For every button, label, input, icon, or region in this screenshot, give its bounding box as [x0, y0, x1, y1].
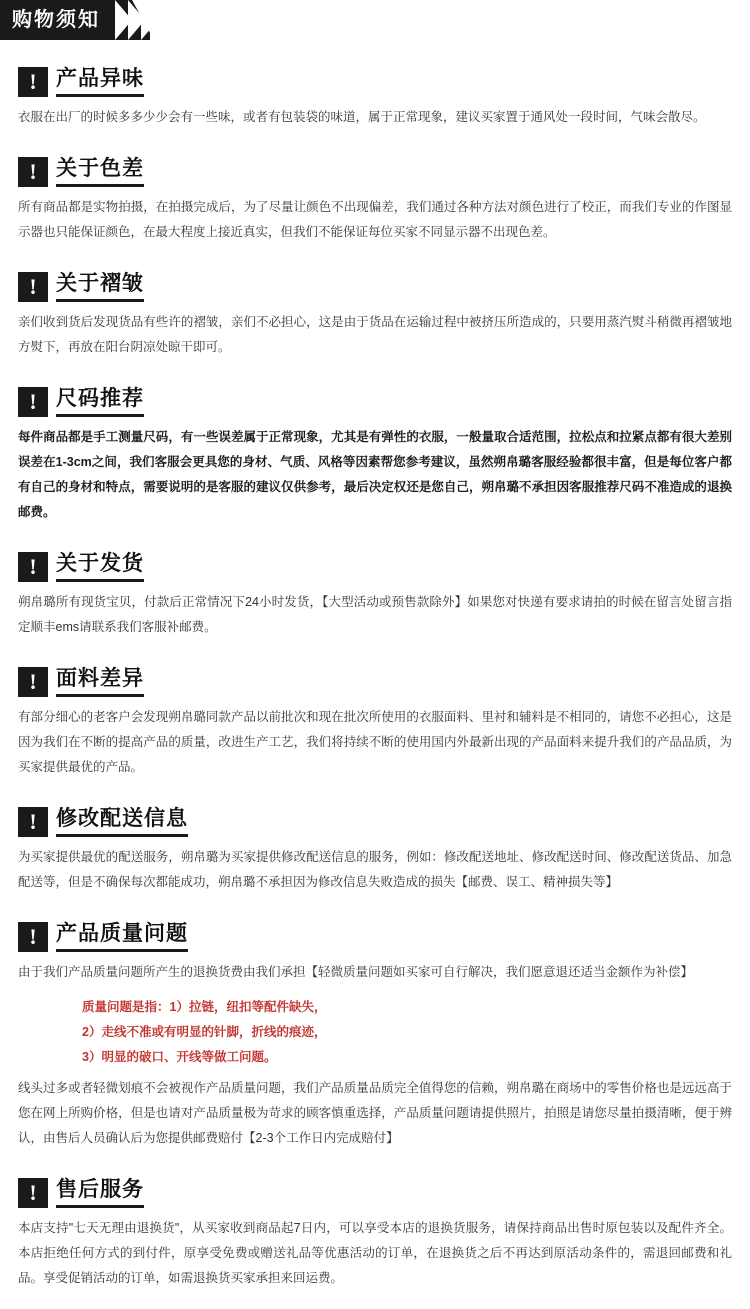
list-item-text: 明显的破口、开线等做工问题。 [101, 1050, 277, 1064]
section-fabric-difference [0, 666, 750, 780]
section-title: 尺码推荐 [56, 386, 144, 417]
section-wrinkles [0, 271, 750, 360]
section-product-odor [0, 66, 750, 130]
list-item-number: 1） [169, 1000, 189, 1014]
paragraph: 衣服在出厂的时候多多少少会有一些味，或者有包装袋的味道，属于正常现象，建议买家置于通风处一段时间，气味会散尽。 [18, 110, 706, 124]
paragraph: 线头过多或者轻微划痕不会被视作产品质量问题，我们产品质量品质完全值得您的信赖，朔帛璐在商场中的零售价格也是远远高于您在网上所购价格，但是也请对产品质量极为苛求的顾客慎重选择，产品质量问题请提供照片，拍照是请您尽量拍摄清晰，便于辨认，由售后人员确认后为您提供邮费赔付【2-3个工作日内完成赔付】 [18, 1081, 732, 1145]
banner-white-fill [150, 0, 750, 40]
section-body [18, 425, 732, 525]
section-body [18, 960, 732, 985]
page-title: 购物须知 [12, 9, 100, 31]
triple-chevron-right-icon [115, 0, 175, 40]
page-header-banner [0, 0, 750, 40]
quality-issue-list [18, 995, 732, 1070]
section-title: 产品异味 [56, 66, 144, 97]
section-body [18, 195, 732, 245]
section-shipping [0, 551, 750, 640]
section-body [18, 310, 732, 360]
section-heading [18, 806, 732, 837]
paragraph: 有部分细心的老客户会发现朔帛璐同款产品以前批次和现在批次所使用的衣服面料、里衬和辅料是不相同的，请您不必担心，这是因为我们在不断的提高产品的质量，改进生产工艺，我们将持续不断的使用国内外最新出现的产品面料来提升我们的产品品质，为买家提供最优的产品。 [18, 710, 732, 774]
section-body [18, 590, 732, 640]
list-item [18, 1020, 732, 1045]
section-title: 关于发货 [56, 551, 144, 582]
list-item-text: 拉链，纽扣等配件缺失， [188, 1000, 327, 1014]
paragraph: 所有商品都是实物拍摄，在拍摄完成后，为了尽量让颜色不出现偏差，我们通过各种方法对颜色进行了校正，而我们专业的作图显示器也只能保证颜色，在最大程度上接近真实，但我们不能保证每位买家不同显示器不出现色差。 [18, 200, 732, 239]
section-after-sales [0, 1177, 750, 1291]
exclamation-icon: ! [18, 67, 48, 97]
exclamation-icon: ! [18, 272, 48, 302]
section-heading [18, 386, 732, 417]
section-body [18, 105, 732, 130]
section-heading [18, 1177, 732, 1208]
section-heading [18, 271, 732, 302]
section-body [18, 1216, 732, 1291]
section-size-recommendation [0, 386, 750, 525]
section-title: 面料差异 [56, 666, 144, 697]
paragraph: 本店支持"七天无理由退换货"，从买家收到商品起7日内，可以享受本店的退换货服务，请保持商品出售时原包装以及配件齐全。本店拒绝任何方式的到付件，原享受免费或赠送礼品等优惠活动的订单，在退换货之后不再达到原活动条件的，需退回邮费和礼品。享受促销活动的订单，如需退换货买家承担来回运费。 [18, 1221, 732, 1285]
list-item [18, 995, 732, 1020]
exclamation-icon: ! [18, 667, 48, 697]
section-title: 修改配送信息 [56, 806, 188, 837]
paragraph: 亲们收到货后发现货品有些许的褶皱，亲们不必担心，这是由于货品在运输过程中被挤压所造成的，只要用蒸汽熨斗稍微再褶皱地方熨下，再放在阳台阴凉处晾干即可。 [18, 315, 732, 354]
section-heading [18, 551, 732, 582]
section-color-difference [0, 156, 750, 245]
section-title: 关于褶皱 [56, 271, 144, 302]
section-body [18, 845, 732, 895]
section-title: 售后服务 [56, 1177, 144, 1208]
paragraph: 为买家提供最优的配送服务，朔帛璐为买家提供修改配送信息的服务，例如：修改配送地址、修改配送时间、修改配送货品、加急配送等，但是不确保每次都能成功，朔帛璐不承担因为修改信息失败造成的损失【邮费、误工、精神损失等】 [18, 850, 732, 889]
section-body [18, 705, 732, 780]
section-heading [18, 156, 732, 187]
exclamation-icon: ! [18, 922, 48, 952]
list-item-number: 2） [82, 1025, 102, 1039]
section-modify-delivery-info [0, 806, 750, 895]
section-heading [18, 921, 732, 952]
paragraph: 每件商品都是手工测量尺码，有一些误差属于正常现象，尤其是有弹性的衣服，一般量取合适范围，拉松点和拉紧点都有很大差别误差在1-3cm之间，我们客服会更具您的身材、气质、风格等因素帮您参考建议，虽然朔帛璐客服经验都很丰富，但是每位客户都有自己的身材和特点，需要说明的是客服的建议仅供参考，最后决定权还是您自己，朔帛璐不承担因客服推荐尺码不准造成的退换邮费。 [18, 430, 732, 519]
list-item-text: 走线不准或有明显的针脚，折线的痕迹， [101, 1025, 327, 1039]
exclamation-icon: ! [18, 1178, 48, 1208]
section-title: 关于色差 [56, 156, 144, 187]
list-item-number: 3） [82, 1050, 102, 1064]
section-body-after [18, 1076, 732, 1151]
section-quality-issue [0, 921, 750, 1151]
paragraph: 由于我们产品质量问题所产生的退换货费由我们承担【轻微质量问题如买家可自行解决，我们愿意退还适当金额作为补偿】 [18, 965, 694, 979]
quality-issue-intro: 质量问题是指： [82, 1000, 170, 1014]
exclamation-icon: ! [18, 807, 48, 837]
exclamation-icon: ! [18, 157, 48, 187]
paragraph: 朔帛璐所有现货宝贝，付款后正常情况下24小时发货，【大型活动或预售款除外】如果您对快递有要求请拍的时候在留言处留言指定顺丰ems请联系我们客服补邮费。 [18, 595, 732, 634]
section-title: 产品质量问题 [56, 921, 188, 952]
section-heading [18, 66, 732, 97]
section-heading [18, 666, 732, 697]
exclamation-icon: ! [18, 387, 48, 417]
exclamation-icon: ! [18, 552, 48, 582]
